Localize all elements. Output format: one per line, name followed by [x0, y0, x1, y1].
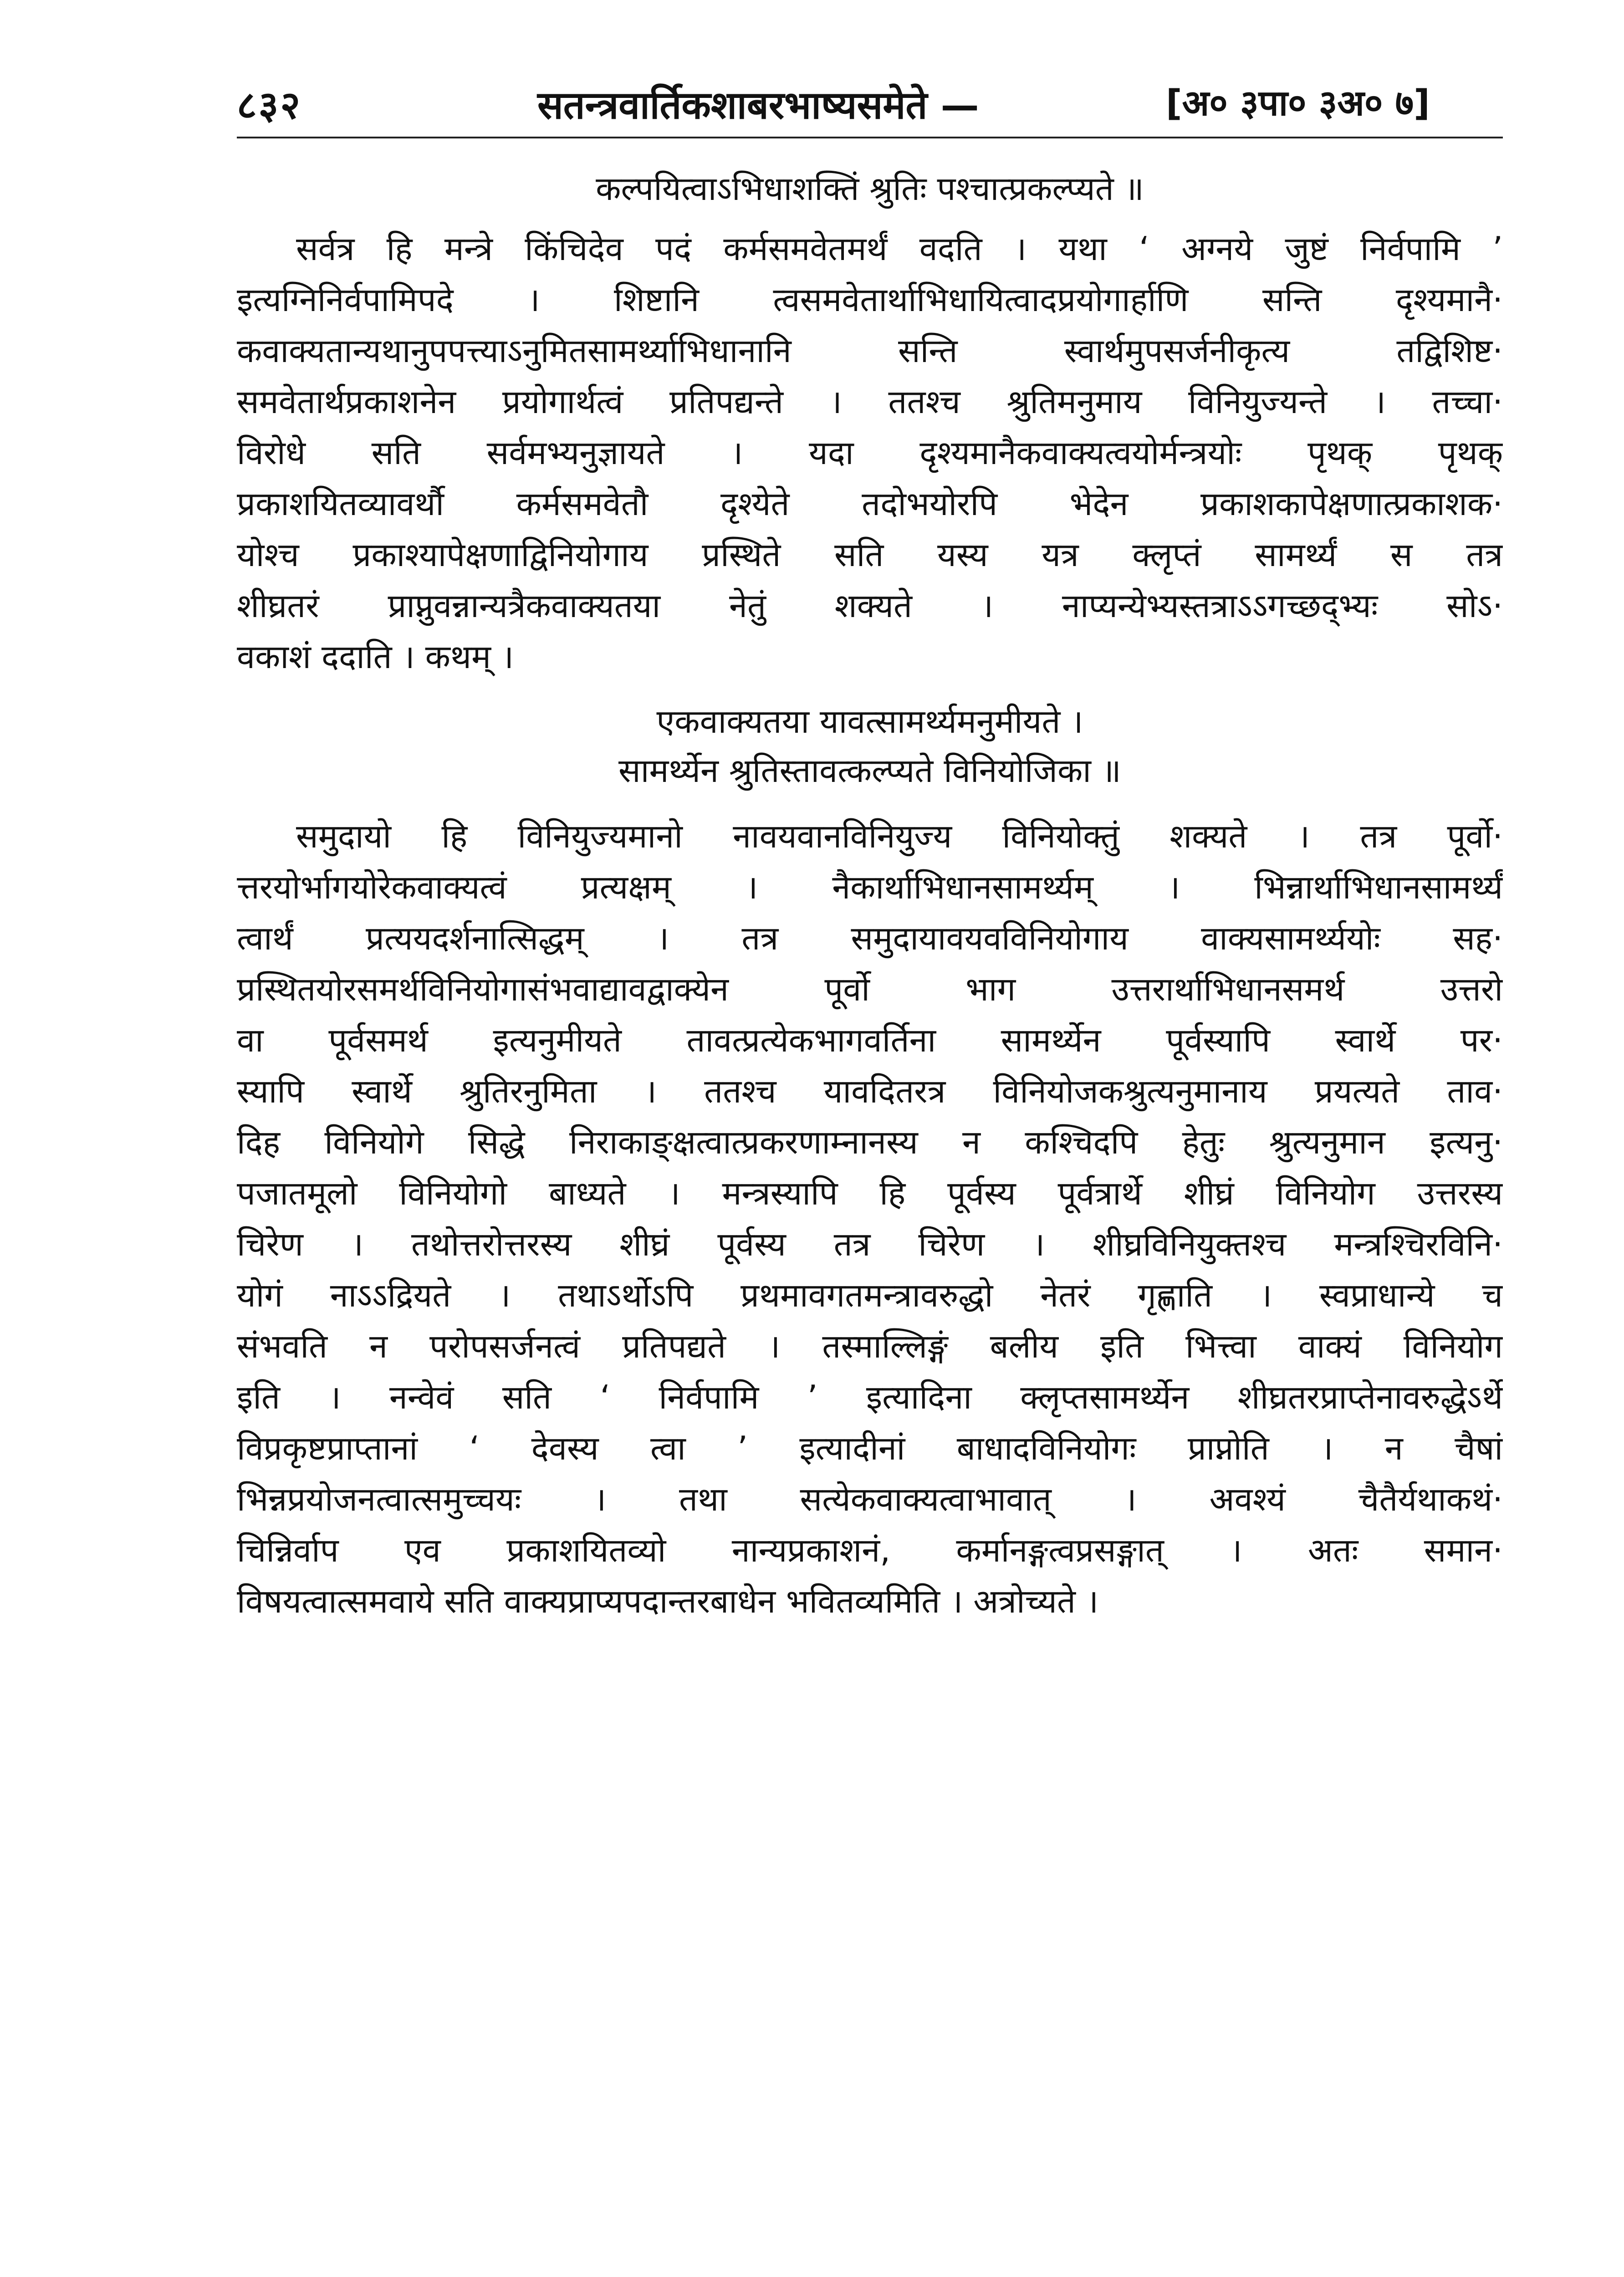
text-line: शीघ्रतरं प्राप्नुवन्नान्यत्रैकवाक्यतया नेतुं शक्यते । नाप्यन्येभ्यस्तत्राऽऽगच्छद्भ्यः सोऽ· [237, 587, 1503, 625]
verse-middle [237, 697, 1503, 795]
page-header [237, 68, 1503, 128]
text-line: भिन्नप्रयोजनत्वात्समुच्चयः । तथा सत्येकवाक्यत्वाभावात् । अवश्यं चैतैर्यथाकथं· [237, 1480, 1503, 1518]
text-line: विरोधे सति सर्वमभ्यनुज्ञायते । यदा दृश्यमानैकवाक्यत्वयोर्मन्त्रयोः पृथक् पृथक् [237, 434, 1503, 472]
text-line: त्वार्थं प्रत्ययदर्शनात्सिद्धम् । तत्र समुदायावयवविनियोगाय वाक्यसामर्थ्ययोः सह· [237, 919, 1503, 957]
page-number: ८३२ [237, 83, 302, 128]
text-line: चिरेण । तथोत्तरोत्तरस्य शीघ्रं पूर्वस्य तत्र चिरेण । शीघ्रविनियुक्तश्च मन्त्रश्चिरविनि· [237, 1225, 1503, 1263]
text-line: समवेतार्थप्रकाशनेन प्रयोगार्थत्वं प्रतिपद्यन्ते । ततश्च श्रुतिमनुमाय विनियुज्यन्ते । तच्चा· [237, 383, 1503, 421]
text-line: इत्यग्निनिर्वपामिपदे । शिष्टानि त्वसमवेतार्थाभिधायित्वादप्रयोगार्हाणि सन्ति दृश्यमानै· [237, 281, 1503, 319]
text-line: विषयत्वात्समवाये सति वाक्यप्राप्यपदान्तरबाधेन भवितव्यमिति । अत्रोच्यते । [237, 1582, 1099, 1620]
verse-line: सामर्थ्येन श्रुतिस्तावत्कल्प्यते विनियोजिका ॥ [618, 751, 1121, 790]
text-line: त्तरयोर्भागयोरेकवाक्यत्वं प्रत्यक्षम् । नैकार्थाभिधानसामर्थ्यम् । भिन्नार्थाभिधानसामर्थ्यं [237, 868, 1503, 906]
running-title: सतन्त्रवार्तिकशाबरभाष्यसमेते — [537, 83, 979, 128]
text-line: प्रकाशयितव्यावर्थौ कर्मसमवेतौ दृश्येते तदोभयोरपि भेदेन प्रकाशकापेक्षणात्प्रकाशक· [237, 485, 1503, 523]
text-line: सर्वत्र हि मन्त्रे किंचिदेव पदं कर्मसमवेतमर्थं वदति । यथा ‘ अग्नये जुष्टं निर्वपामि ’ [296, 230, 1503, 268]
text-line: योगं नाऽऽद्रियते । तथाऽर्थोऽपि प्रथमावगतमन्त्रावरुद्धो नेतरं गृह्णाति । स्वप्राधान्ये च [237, 1276, 1503, 1314]
verse-line: कल्पयित्वाऽभिधाशक्तिं श्रुतिः पश्चात्प्रकल्प्यते ॥ [596, 169, 1144, 208]
text-line: योश्च प्रकाश्यापेक्षणाद्विनियोगाय प्रस्थिते सति यस्य यत्र क्लृप्तं सामर्थ्यं स तत्र [237, 536, 1503, 574]
paragraph-2 [237, 811, 1503, 1627]
paragraph-1 [237, 223, 1503, 682]
text-line: वा पूर्वसमर्थ इत्यनुमीयते तावत्प्रत्येकभागवर्तिना सामर्थ्येन पूर्वस्यापि स्वार्थे पर· [237, 1021, 1503, 1059]
text-line: विप्रकृष्टप्राप्तानां ‘ देवस्य त्वा ’ इत्यादीनां बाधादविनियोगः प्राप्नोति । न चैषां [237, 1429, 1503, 1467]
text-line: संभवति न परोपसर्जनत्वं प्रतिपद्यते । तस्माल्लिङ्गं बलीय इति भित्त्वा वाक्यं विनियोग [237, 1327, 1503, 1365]
header-rule [237, 137, 1503, 138]
section-reference: [अ० ३पा० ३अ० ७] [1166, 83, 1430, 124]
text-line: स्यापि स्वार्थे श्रुतिरनुमिता । ततश्च यावदितरत्र विनियोजकश्रुत्यनुमानाय प्रयत्यते ताव· [237, 1072, 1503, 1110]
text-line: दिह विनियोगे सिद्धे निराकाङ्क्षत्वात्प्रकरणाम्नानस्य न कश्चिदपि हेतुः श्रुत्यनुमान इत्यनु· [237, 1123, 1503, 1161]
text-line: कवाक्यतान्यथानुपपत्त्याऽनुमितसामर्थ्याभिधानानि सन्ति स्वार्थमुपसर्जनीकृत्य तद्विशिष्ट· [237, 332, 1503, 370]
text-line: पजातमूलो विनियोगो बाध्यते । मन्त्रस्यापि हि पूर्वस्य पूर्वत्रार्थे शीघ्रं विनियोग उत्तरस्य [237, 1174, 1503, 1212]
text-line: चिन्निर्वाप एव प्रकाशयितव्यो नान्यप्रकाशनं, कर्मानङ्गत्वप्रसङ्गात् । अतः समान· [237, 1531, 1503, 1569]
text-line: प्रस्थितयोरसमर्थविनियोगासंभवाद्यावद्वाक्येन पूर्वो भाग उत्तरार्थाभिधानसमर्थ उत्तरो [237, 970, 1503, 1008]
verse-top [237, 164, 1503, 213]
text-line: वकाशं ददाति । कथम् । [237, 638, 514, 676]
text-line: समुदायो हि विनियुज्यमानो नावयवानविनियुज्य विनियोक्तुं शक्यते । तत्र पूर्वो· [296, 817, 1503, 855]
text-line: इति । नन्वेवं सति ‘ निर्वपामि ’ इत्यादिना क्लृप्तसामर्थ्येन शीघ्रतरप्राप्तेनावरुद्धेऽर्थे [237, 1378, 1503, 1416]
verse-line: एकवाक्यतया यावत्सामर्थ्यमनुमीयते । [656, 702, 1083, 740]
